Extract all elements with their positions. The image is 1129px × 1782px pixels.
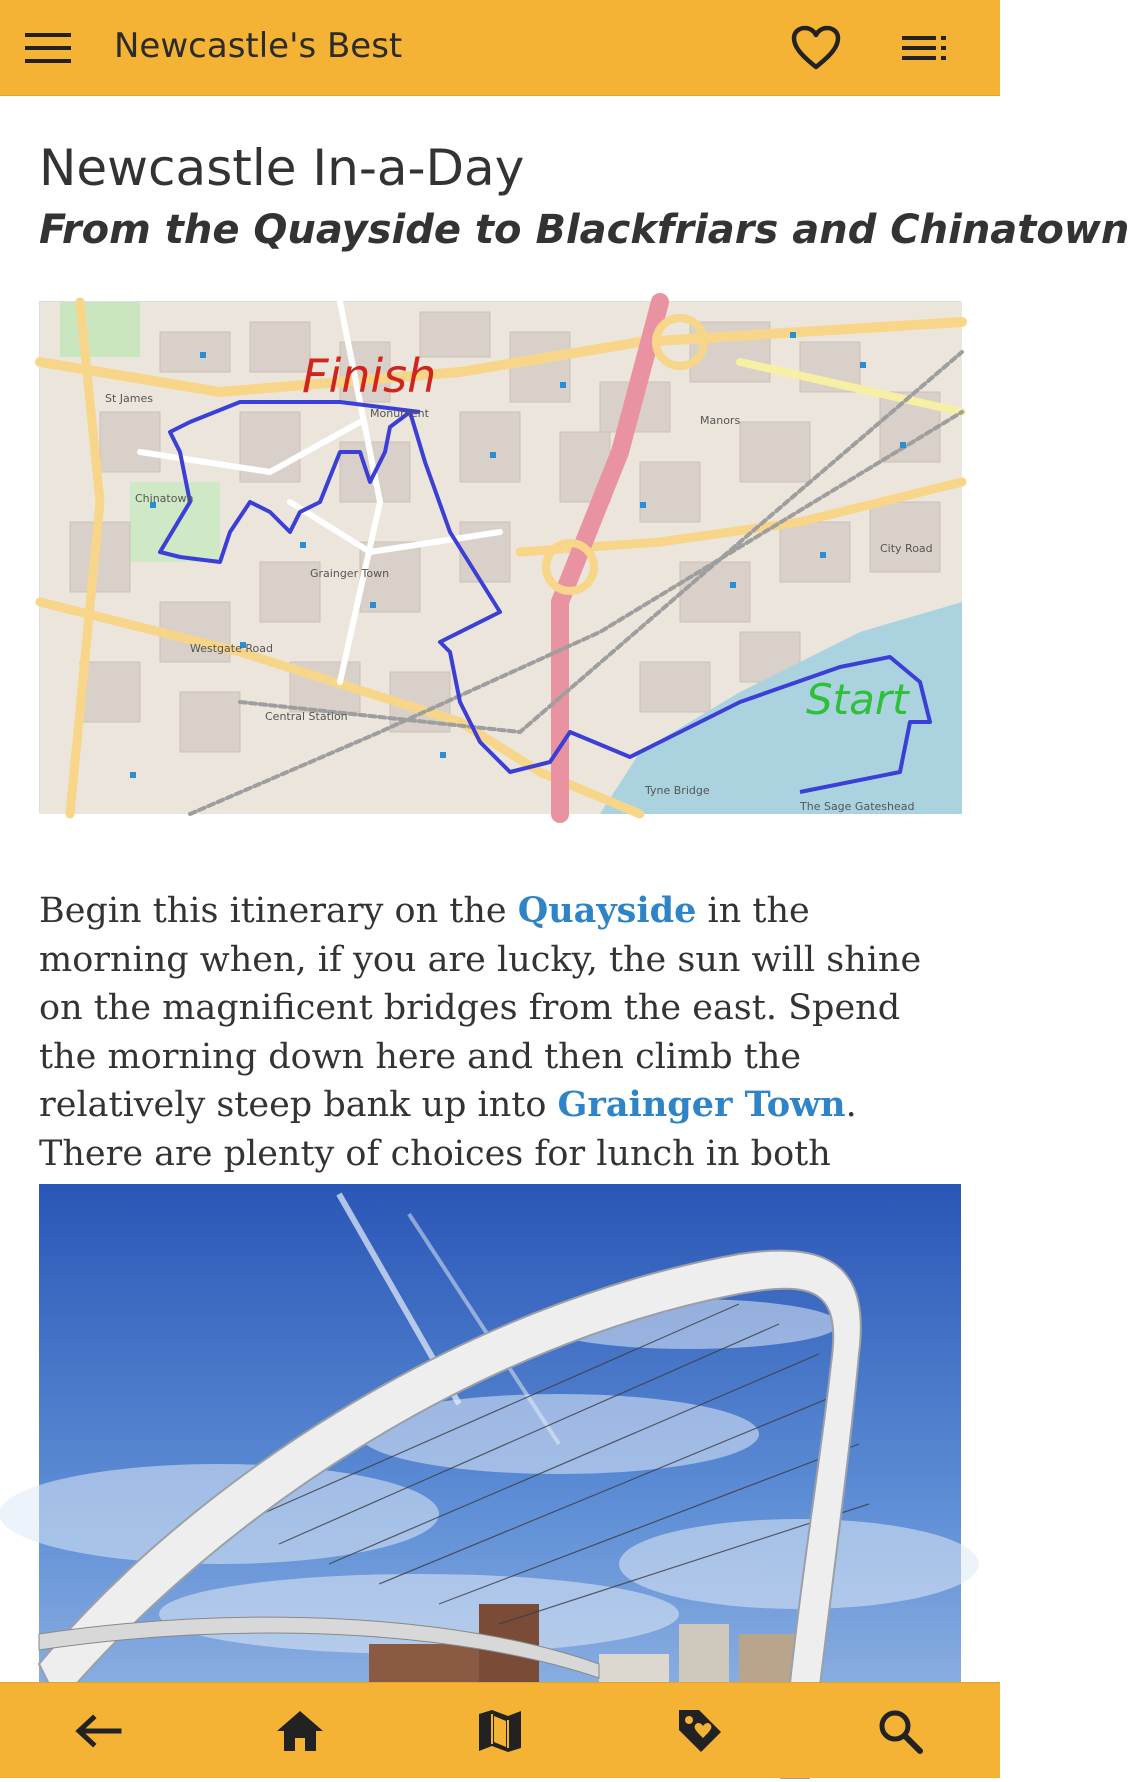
map-graphic <box>40 302 962 814</box>
map-label-st-james: St James <box>105 392 153 405</box>
paragraph-text: . There are plenty of choices for lunch in both <box>39 1085 857 1174</box>
map-label-grainger-town: Grainger Town <box>310 567 390 580</box>
finish-label: Finish <box>302 349 437 403</box>
map-label-tyne-bridge: Tyne Bridge <box>645 784 710 797</box>
tag-icon[interactable] <box>672 1703 728 1759</box>
bottom-nav-bar <box>0 1682 1000 1778</box>
app-title: Newcastle's Best <box>114 26 403 66</box>
paragraph-text: Begin this itinerary on the <box>39 891 518 931</box>
map-label-chinatown: Chinatown <box>135 492 194 505</box>
home-icon[interactable] <box>272 1705 328 1757</box>
map-label-central-station: Central Station <box>265 710 348 723</box>
map-label-city-road: City Road <box>880 542 933 555</box>
paragraph-text: in the morning when, if you are lucky, the sun will shine on the magnificent bridges from the east. Spend the morning down here and then climb the relatively steep bank up into <box>39 891 922 1125</box>
intro-paragraph <box>39 887 961 1227</box>
heart-icon[interactable] <box>790 24 842 72</box>
itinerary-map[interactable] <box>39 301 961 813</box>
map-label-manors: Manors <box>700 414 741 427</box>
page-title: Newcastle In-a-Day <box>39 139 525 197</box>
map-label-monument: Monument <box>370 407 429 420</box>
list-icon[interactable] <box>900 32 950 64</box>
map-label-sage-gateshead: The Sage Gateshead <box>800 800 915 813</box>
map-icon[interactable] <box>472 1705 528 1757</box>
search-icon[interactable] <box>872 1705 928 1757</box>
park-area <box>60 302 140 357</box>
start-label: Start <box>806 675 909 724</box>
back-arrow-icon[interactable] <box>72 1707 124 1755</box>
grainger-town-link[interactable]: Grainger Town <box>557 1084 846 1125</box>
top-app-bar <box>0 0 1000 96</box>
menu-icon[interactable] <box>24 26 72 70</box>
quayside-link[interactable]: Quayside <box>517 890 697 931</box>
map-label-westgate-road: Westgate Road <box>190 642 273 655</box>
page-subtitle: From the Quayside to Blackfriars and Chinatown <box>39 207 1129 253</box>
article-content <box>39 96 1129 1174</box>
